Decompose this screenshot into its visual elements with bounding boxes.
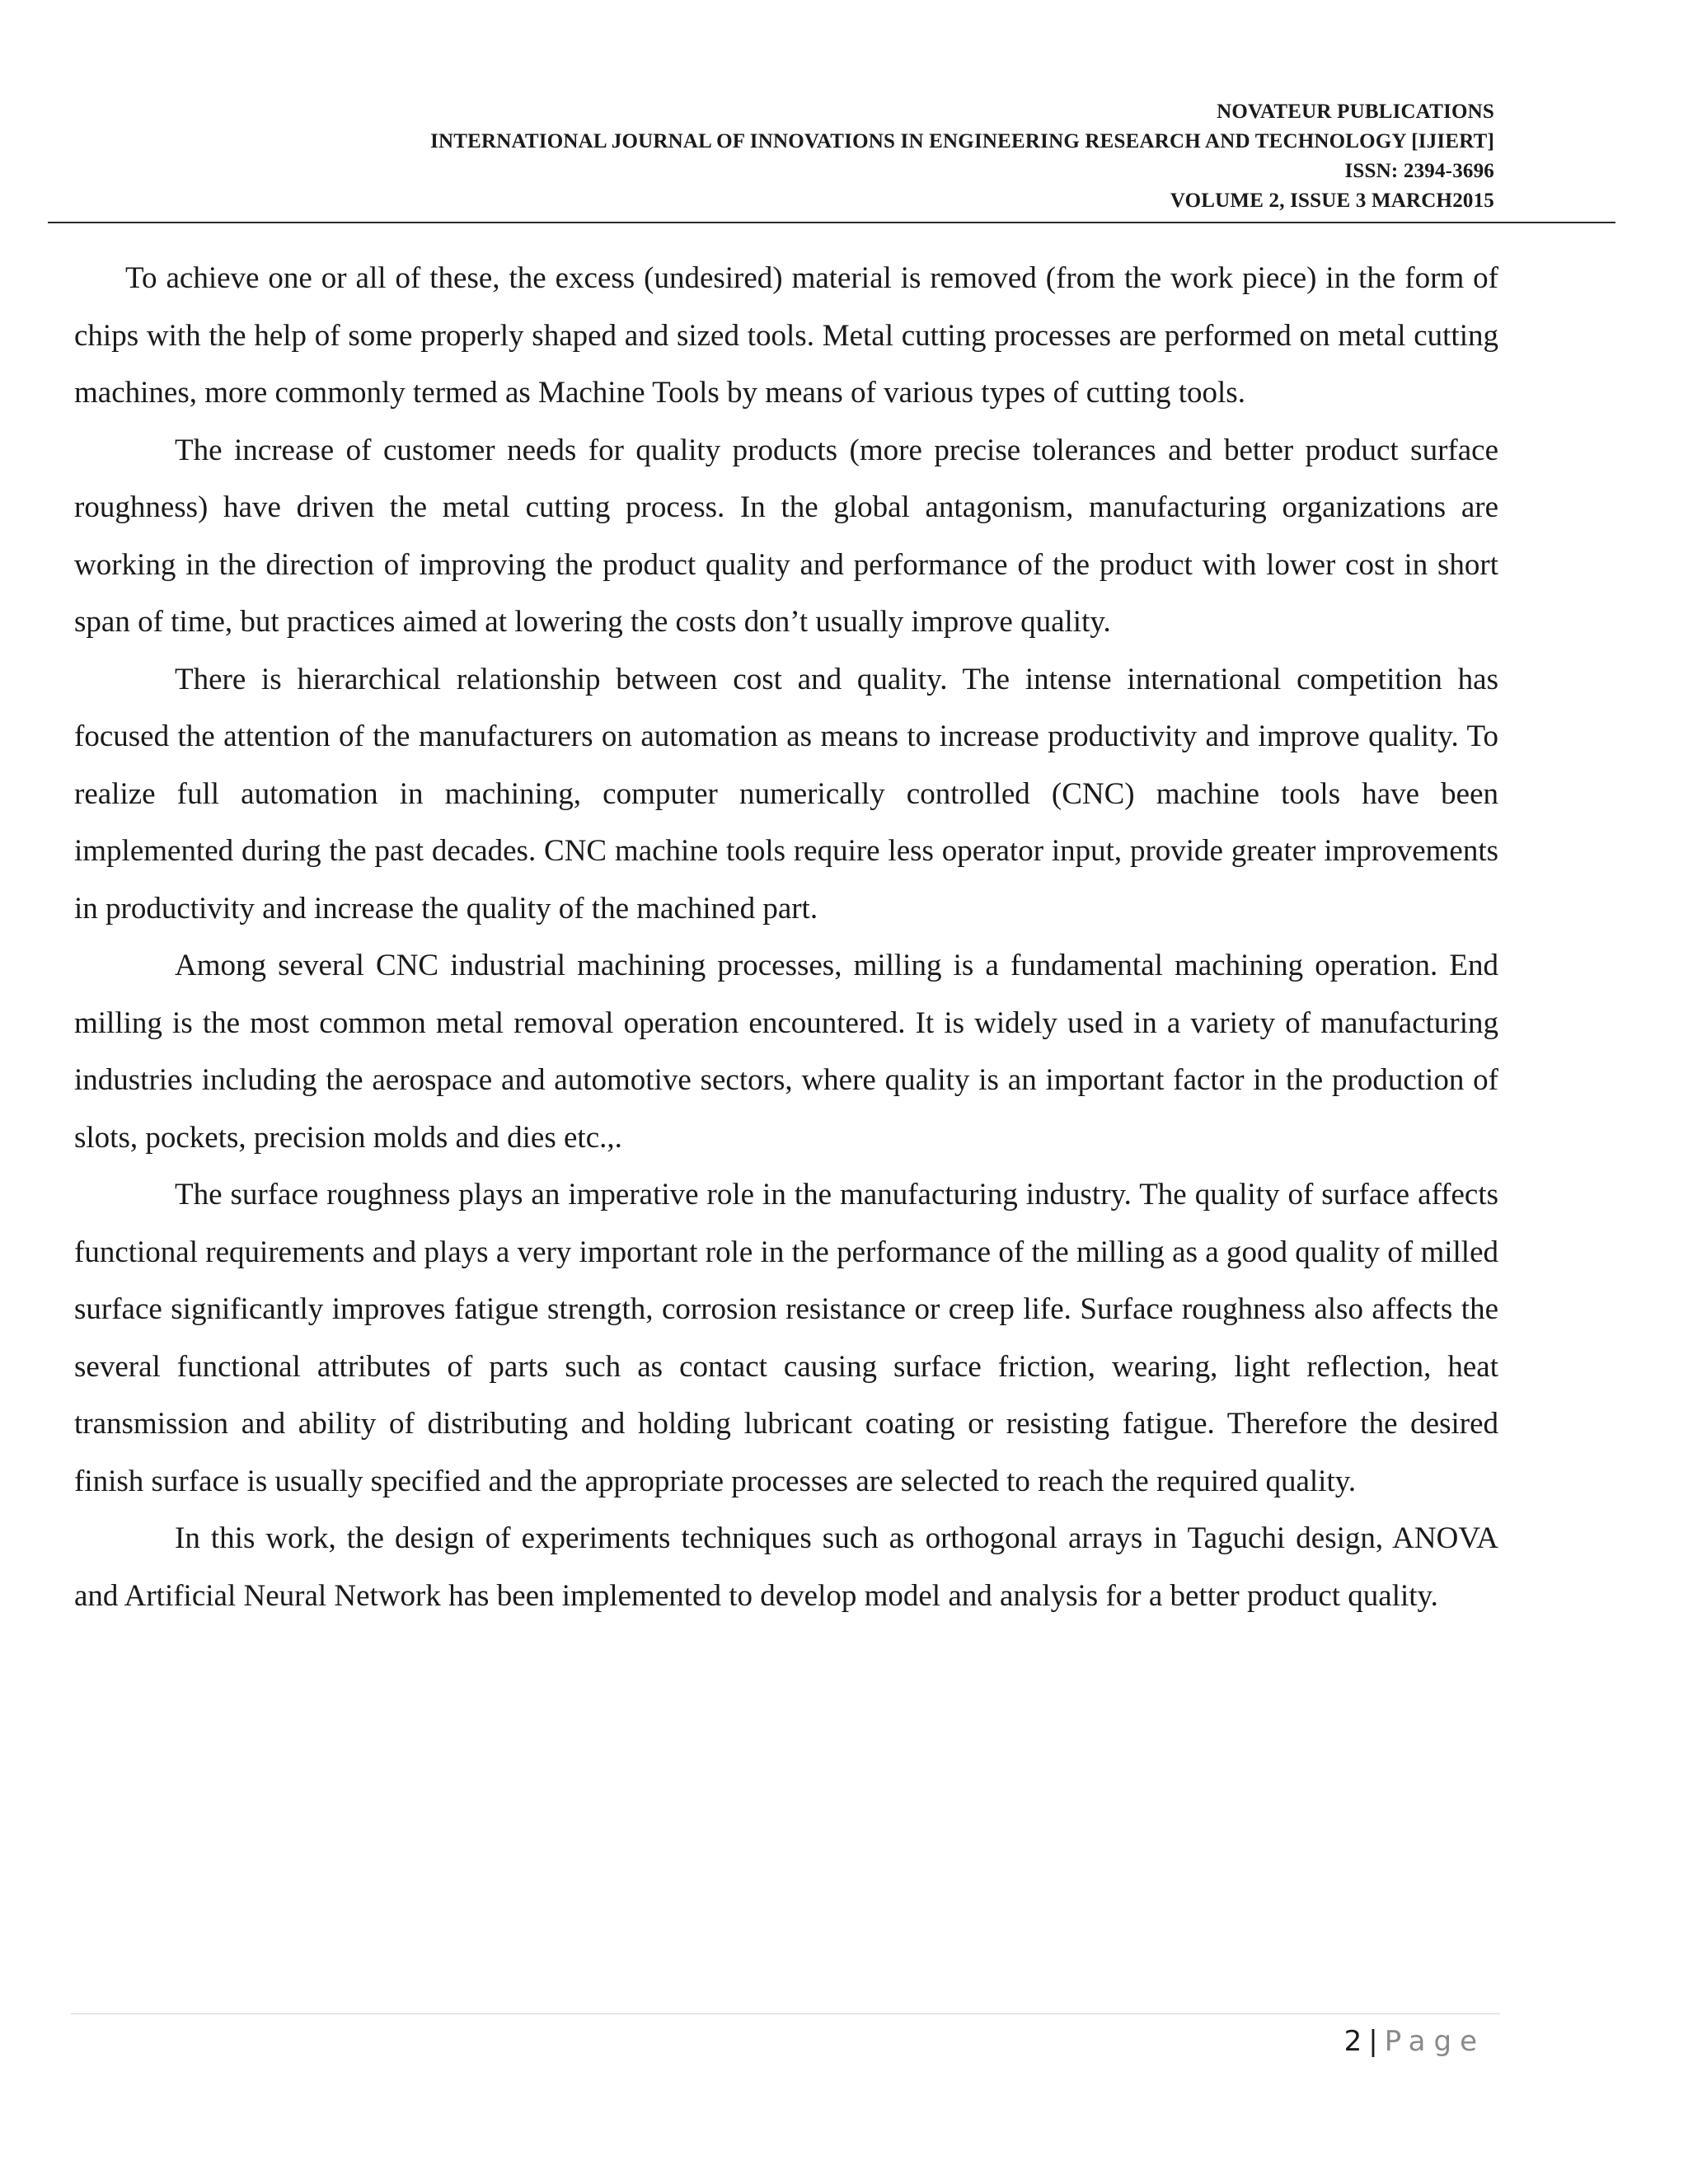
- header-divider: [48, 222, 1615, 223]
- paragraph-4: Among several CNC industrial machining processes, milling is a fundamental machining operation. End milling is the most common metal removal operation encountered. It is widely used in a variety of manufacturing industries including the aerospace and automotive sectors, where quality is an important factor in the production of slots, pockets, precision molds and dies etc.,.: [74, 949, 1498, 1155]
- journal-title: INTERNATIONAL JOURNAL OF INNOVATIONS IN ENGINEERING RESEARCH AND TECHNOLOGY [IJIERT]: [430, 130, 1494, 152]
- page-separator: |: [1368, 2025, 1378, 2058]
- footer-divider: [71, 2013, 1500, 2014]
- paragraph-5: The surface roughness plays an imperative role in the manufacturing industry. The quality of surface affects functional requirements and plays a very important role in the performance of the milling as a good quality of milled surface significantly improves fatigue strength, corrosion resistance or creep life. Surface roughness also affects the several functional attributes of parts such as contact causing surface friction, wearing, light reflection, heat transmission and ability of distributing and holding lubricant coating or resisting fatigue. Therefore the desired finish surface is usually specified and the appropriate processes are selected to reach the required quality.: [74, 1178, 1498, 1498]
- paragraph-6: In this work, the design of experiments techniques such as orthogonal arrays in Taguchi design, ANOVA and Artificial Neural Network has been implemented to develop model and analysis for a better product quality.: [74, 1521, 1498, 1613]
- page-number: 2: [1343, 2025, 1362, 2058]
- page-label: Page: [1384, 2025, 1485, 2058]
- issn-line: ISSN: 2394-3696: [1344, 160, 1494, 182]
- volume-line: VOLUME 2, ISSUE 3 MARCH2015: [1170, 190, 1494, 212]
- publisher-name: NOVATEUR PUBLICATIONS: [1217, 101, 1494, 123]
- body-text: [74, 250, 1498, 1624]
- paragraph-2: The increase of customer needs for quality products (more precise tolerances and better product surface roughness) have driven the metal cutting process. In the global antagonism, manufacturing organizations are working in the direction of improving the product quality and performance of the product with lower cost in short span of time, but practices aimed at lowering the costs don’t usually improve quality.: [74, 433, 1498, 639]
- paragraph-1: To achieve one or all of these, the excess (undesired) material is removed (from the work piece) in the form of chips with the help of some properly shaped and sized tools. Metal cutting processes are performed on metal cutting machines, more commonly termed as Machine Tools by means of various types of cutting tools.: [74, 261, 1498, 410]
- running-header: [430, 97, 1494, 216]
- page-footer: [1344, 2021, 1485, 2062]
- paragraph-3: There is hierarchical relationship between cost and quality. The intense international competition has focused the attention of the manufacturers on automation as means to increase productivity and improve quality. To realize full automation in machining, computer numerically controlled (CNC) machine tools have been implemented during the past decades. CNC machine tools require less operator input, provide greater improvements in productivity and increase the quality of the machined part.: [74, 662, 1498, 926]
